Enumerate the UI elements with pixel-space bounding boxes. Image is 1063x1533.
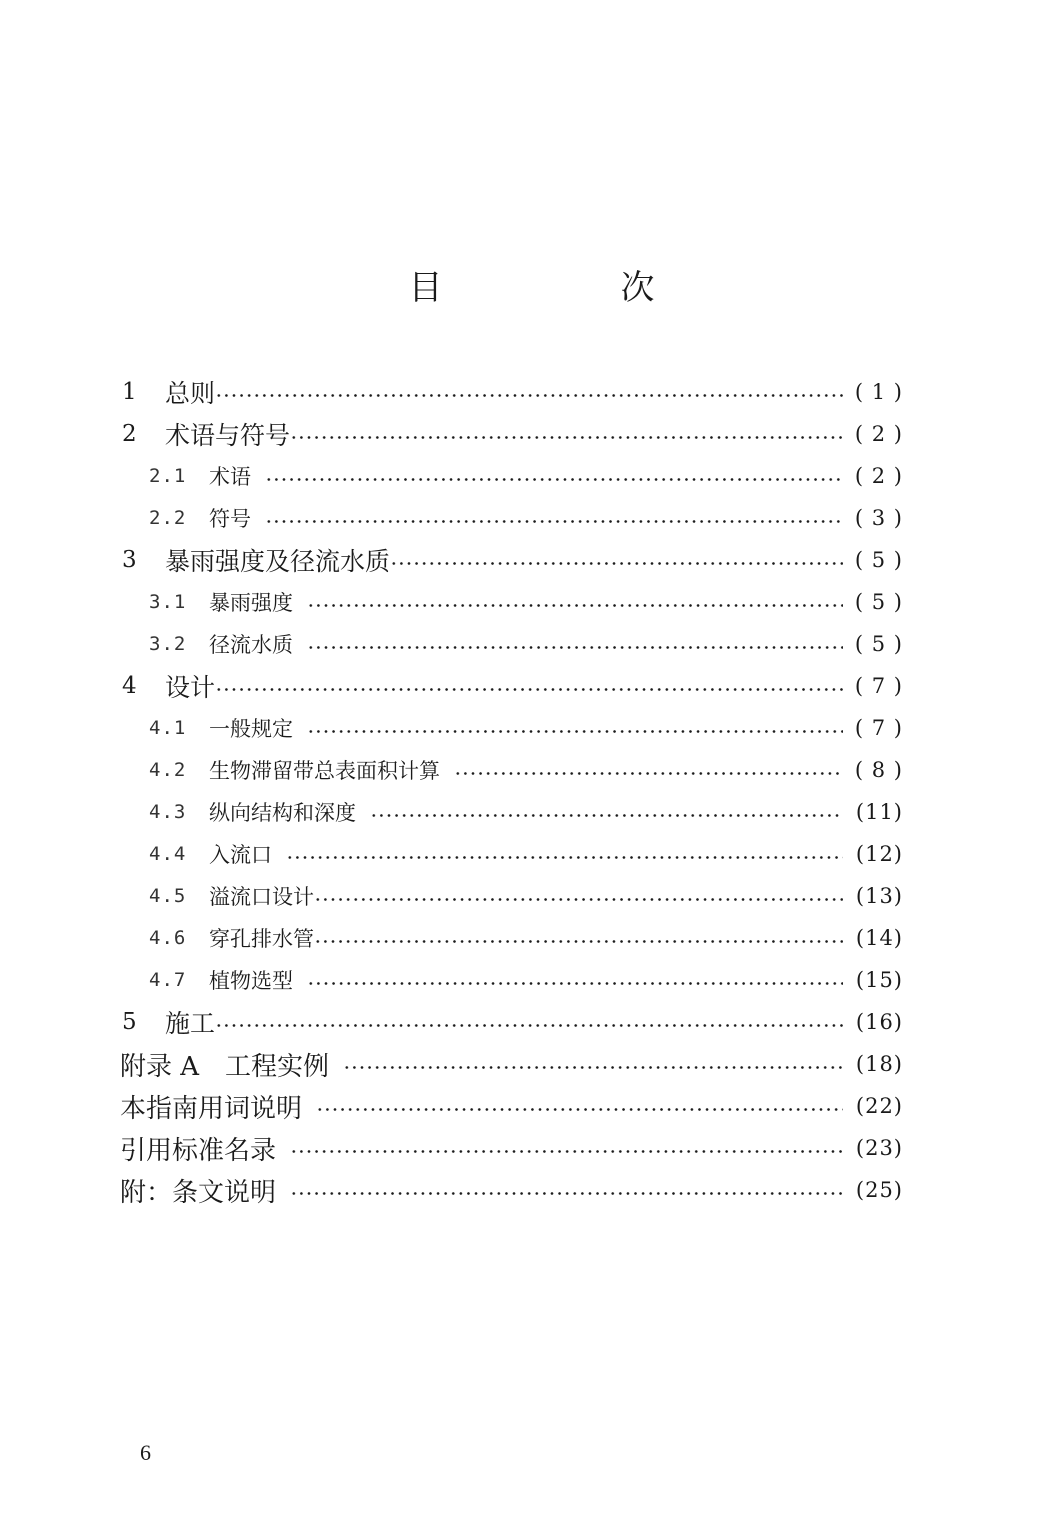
toc-entry-page-number: ( 5 )	[854, 548, 903, 572]
toc-entry[interactable]	[120, 833, 903, 875]
toc-dot-leader	[286, 856, 843, 859]
toc-entry-title: 植物选型	[209, 969, 293, 993]
toc-entry-page-number: (25)	[855, 1178, 903, 1202]
toc-entry-number: 4	[122, 673, 137, 699]
toc-dot-leader	[307, 646, 843, 649]
toc-dot-leader	[290, 436, 843, 439]
toc-dot-leader	[454, 772, 843, 775]
toc-entry-page-number: ( 7 )	[854, 674, 903, 698]
toc-entry-page-number: ( 5 )	[854, 590, 903, 614]
toc-entry-number: 4.6	[149, 927, 187, 949]
toc-entry-page-number: ( 7 )	[854, 716, 903, 740]
toc-entry[interactable]	[120, 665, 903, 707]
toc-entry-number: 5	[122, 1009, 137, 1035]
toc-entry-title: 暴雨强度及径流水质	[165, 547, 391, 576]
toc-entry-number: 4.2	[149, 759, 187, 781]
table-of-contents	[120, 371, 903, 1211]
toc-entry[interactable]	[120, 959, 903, 1001]
toc-entry[interactable]	[120, 539, 903, 581]
toc-entry-page-number: ( 8 )	[854, 758, 903, 782]
toc-entry-number: 3.1	[149, 591, 187, 613]
toc-dot-leader	[307, 730, 843, 733]
toc-entry[interactable]	[120, 917, 903, 959]
toc-entry-title: 术语与符号	[165, 421, 291, 450]
toc-entry-title: 一般规定	[209, 717, 293, 741]
toc-entry-page-number: ( 1 )	[854, 380, 903, 404]
toc-entry[interactable]	[120, 1085, 903, 1127]
toc-entry-page-number: (14)	[855, 926, 903, 950]
toc-dot-leader	[307, 604, 843, 607]
toc-entry[interactable]	[120, 791, 903, 833]
toc-dot-leader	[390, 562, 843, 565]
toc-dot-leader	[314, 898, 843, 901]
toc-entry-title: 附录 A 工程实例	[120, 1051, 330, 1082]
toc-entry-page-number: ( 2 )	[854, 464, 903, 488]
toc-entry-title: 径流水质	[209, 633, 293, 657]
toc-entry-number: 2.1	[149, 465, 187, 487]
toc-entry-title: 附：条文说明	[120, 1177, 277, 1208]
toc-entry-title: 纵向结构和深度	[209, 801, 356, 825]
toc-entry-number: 4.1	[149, 717, 187, 739]
toc-entry-title: 符号	[209, 507, 251, 531]
toc-entry-title: 溢流口设计	[209, 885, 314, 909]
toc-entry-page-number: (13)	[855, 884, 903, 908]
toc-entry-page-number: (11)	[855, 800, 903, 824]
toc-entry[interactable]	[120, 371, 903, 413]
toc-entry-number: 4.3	[149, 801, 187, 823]
toc-entry[interactable]	[120, 875, 903, 917]
toc-entry[interactable]	[120, 1001, 903, 1043]
toc-entry-number: 3.2	[149, 633, 187, 655]
toc-entry-page-number: (23)	[855, 1136, 903, 1160]
toc-entry-page-number: (18)	[855, 1052, 903, 1076]
toc-entry-page-number: ( 2 )	[854, 422, 903, 446]
toc-entry-title: 引用标准名录	[120, 1135, 277, 1166]
toc-entry-title: 总则	[165, 379, 216, 408]
toc-entry[interactable]	[120, 749, 903, 791]
toc-entry[interactable]	[120, 1127, 903, 1169]
toc-entry-title: 穿孔排水管	[209, 927, 314, 951]
toc-dot-leader	[316, 1108, 843, 1111]
toc-entry-title: 生物滞留带总表面积计算	[209, 759, 440, 783]
toc-entry[interactable]	[120, 581, 903, 623]
toc-dot-leader	[215, 688, 843, 691]
toc-entry-title: 本指南用词说明	[120, 1093, 303, 1124]
toc-entry[interactable]	[120, 623, 903, 665]
toc-entry-title: 术语	[209, 465, 251, 489]
toc-entry-number: 2	[122, 421, 137, 447]
toc-entry-page-number: (15)	[855, 968, 903, 992]
toc-entry-number: 4.7	[149, 969, 187, 991]
toc-entry-title: 施工	[165, 1009, 216, 1038]
toc-dot-leader	[290, 1192, 843, 1195]
toc-entry-page-number: (12)	[855, 842, 903, 866]
toc-entry-page-number: (22)	[855, 1094, 903, 1118]
toc-dot-leader	[265, 478, 843, 481]
toc-entry[interactable]	[120, 1043, 903, 1085]
toc-dot-leader	[215, 1024, 843, 1027]
toc-dot-leader	[343, 1066, 843, 1069]
toc-dot-leader	[215, 394, 843, 397]
toc-dot-leader	[314, 940, 843, 943]
toc-entry[interactable]	[120, 707, 903, 749]
toc-entry-number: 4.4	[149, 843, 187, 865]
toc-entry-number: 1	[122, 379, 137, 405]
toc-entry[interactable]	[120, 1169, 903, 1211]
toc-dot-leader	[307, 982, 843, 985]
toc-entry-title: 入流口	[209, 843, 272, 867]
toc-entry-number: 3	[122, 547, 137, 573]
page-title: 目 次	[408, 268, 727, 308]
toc-entry[interactable]	[120, 413, 903, 455]
toc-entry-number: 2.2	[149, 507, 187, 529]
toc-entry-page-number: ( 3 )	[854, 506, 903, 530]
toc-entry-title: 设计	[165, 673, 216, 702]
toc-entry[interactable]	[120, 497, 903, 539]
toc-dot-leader	[290, 1150, 843, 1153]
toc-entry[interactable]	[120, 455, 903, 497]
toc-entry-page-number: ( 5 )	[854, 632, 903, 656]
toc-entry-page-number: (16)	[855, 1010, 903, 1034]
toc-dot-leader	[265, 520, 843, 523]
page-number: 6	[140, 1440, 151, 1465]
toc-dot-leader	[370, 814, 843, 817]
toc-entry-number: 4.5	[149, 885, 187, 907]
toc-entry-title: 暴雨强度	[209, 591, 293, 615]
